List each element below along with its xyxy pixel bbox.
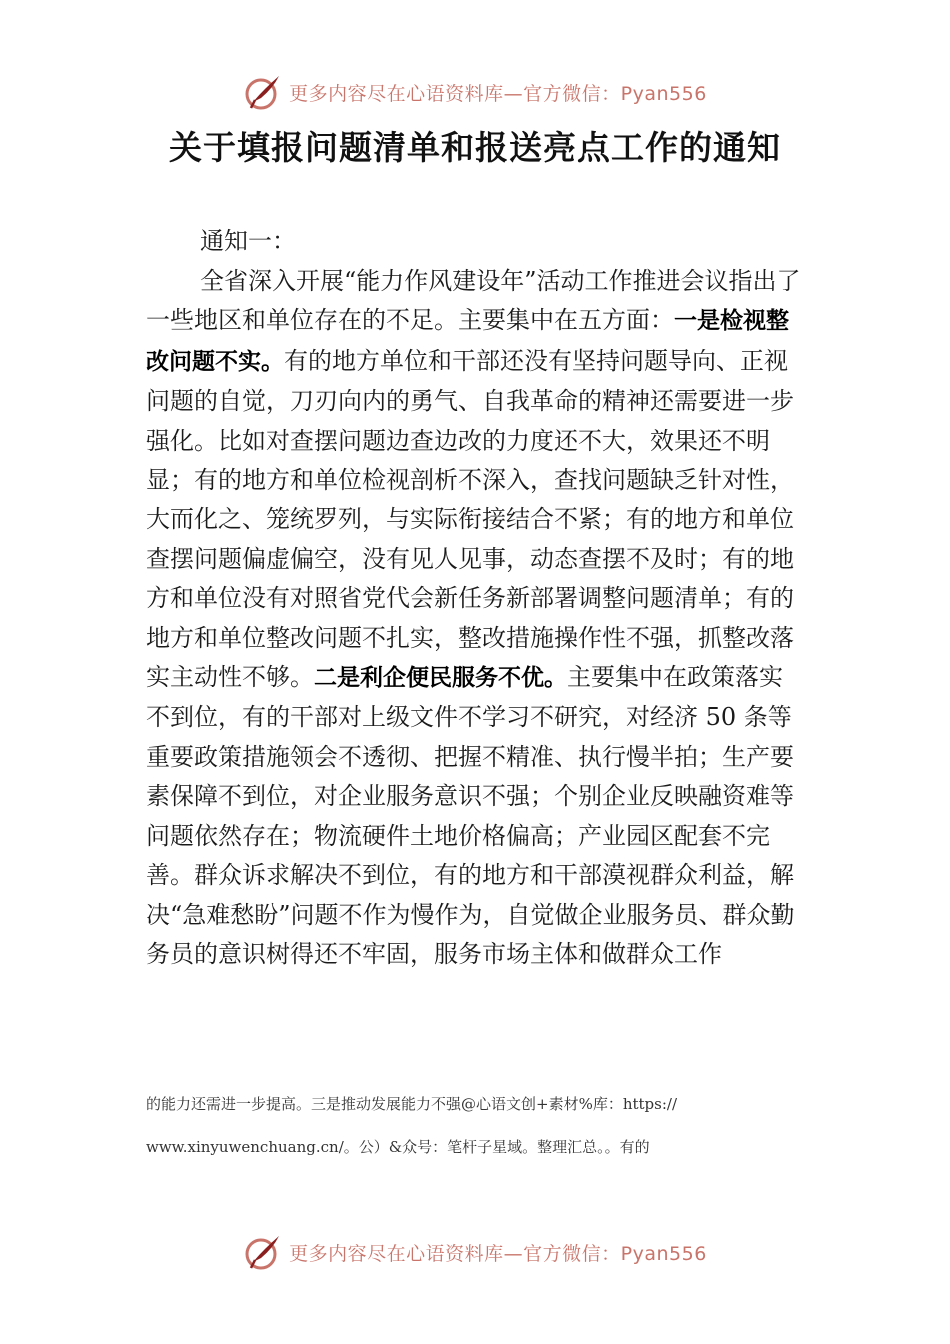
footer-watermark-text: 更多内容尽在心语资料库—官方微信：Pyan556	[289, 1242, 707, 1265]
footer-watermark	[0, 1232, 950, 1272]
quill-logo-icon	[243, 1232, 283, 1272]
page-title: 关于填报问题清单和报送亮点工作的通知	[169, 128, 781, 167]
point2-text: 主要集中在政策落实不到位，有的干部对上级文件不学习不研究，对经济 50 条等重要政策措施领会不透彻、把握不精准、执行慢半拍；生产要素保障不到位，对企业服务意识不强；个别企业反映融资难等问题依然存在；物流硬件土地价格偏高；产业园区配套不完善。群众诉求解决不到位，有的地方和干部漠视群众利益，解决“急难愁盼”问题不作为慢作为，自觉做企业服务员、群众勤务员的意识树得还不牢固，服务市场主体和做群众工作	[146, 663, 795, 968]
footnote-line-2: www.xinyuwenchuang.cn/。公）&众号：笔杆子星域。整理汇总。。有的	[146, 1138, 650, 1156]
point1-heading: 一是检视整改问题不实。	[146, 308, 789, 375]
quill-logo-icon	[243, 72, 283, 112]
header-watermark-text: 更多内容尽在心语资料库—官方微信：Pyan556	[289, 82, 707, 105]
body-paragraph	[146, 262, 806, 974]
header-watermark	[0, 72, 950, 112]
point1-text: 有的地方单位和干部还没有坚持问题导向、正视问题的自觉，刀刃向内的勇气、自我革命的精神还需要进一步强化。比如对查摆问题边查边改的力度还不大，效果还不明显；有的地方和单位检视剖析不深入，查找问题缺乏针对性，大而化之、笼统罗列，与实际衔接结合不紧；有的地方和单位查摆问题偏虚偏空，没有见人见事，动态查摆不及时；有的地方和单位没有对照省党代会新任务新部署调整问题清单；有的地方和单位整改问题不扎实，整改措施操作性不强，抓整改落实主动性不够。	[146, 346, 794, 692]
point2-heading: 二是利企便民服务不优。	[314, 665, 567, 692]
footnote-line-1: 的能力还需进一步提高。三是推动发展能力不强@心语文创+素材%库：https://	[146, 1095, 678, 1113]
body-intro: 全省深入开展“能力作风建设年”活动工作推进会议指出了一些地区和单位存在的不足。主要集中在五方面：	[146, 267, 801, 335]
notice-label-paragraph	[146, 222, 806, 261]
notice-label: 通知一：	[200, 227, 296, 255]
